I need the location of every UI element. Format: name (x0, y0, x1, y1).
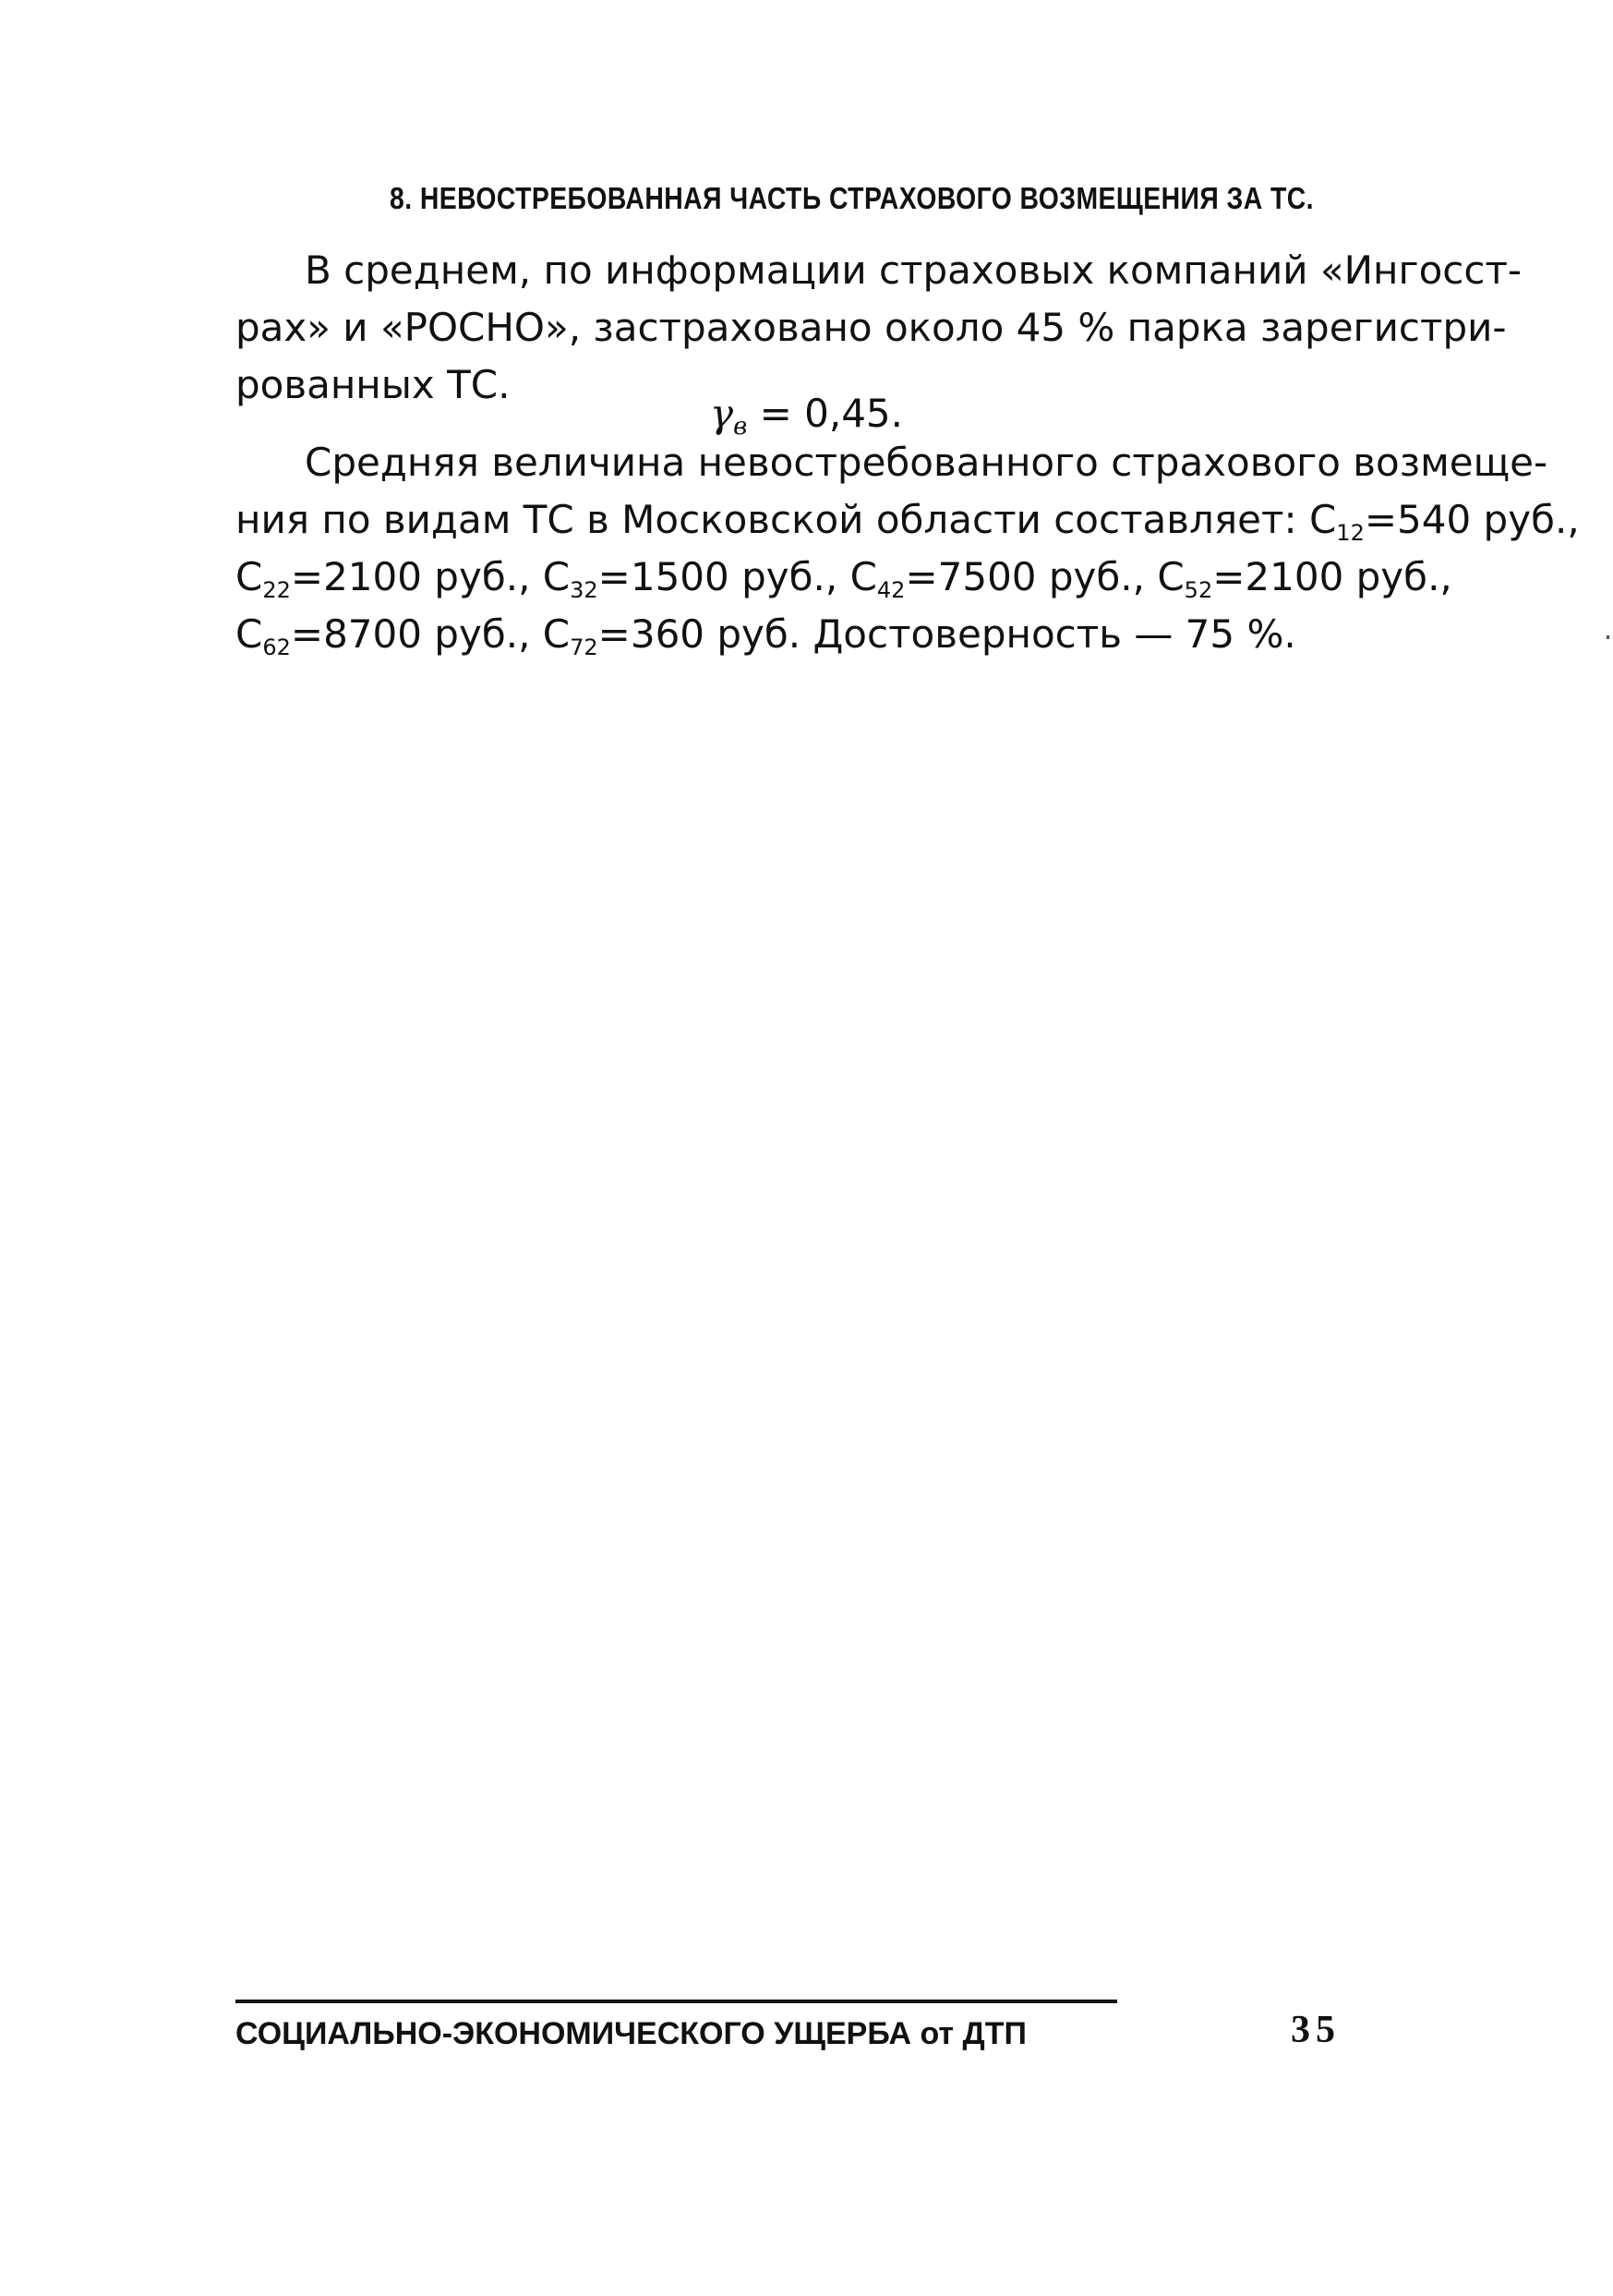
paragraph-line: В среднем, по информации страховых компаний «Ингосст- (305, 248, 1523, 293)
subscript: 62 (262, 634, 291, 660)
subscript: 32 (570, 577, 598, 603)
paragraph-line (235, 606, 1411, 663)
inline-value: =1500 руб., (597, 554, 850, 599)
inline-text: ния по видам ТС в Московской области составляет: С (235, 497, 1337, 542)
inline-text: С (235, 554, 263, 599)
running-footer-title: СОЦИАЛЬНО-ЭКОНОМИЧЕСКОГО УЩЕРБА от ДТП (235, 2016, 1027, 2051)
scan-speck (1607, 635, 1609, 639)
inline-text: С (235, 611, 263, 657)
section-heading: 8. НЕВОСТРЕБОВАННАЯ ЧАСТЬ СТРАХОВОГО ВОЗМЕЩЕНИЯ ЗА ТС. (390, 181, 1314, 215)
paragraph-line: рованных ТС. (235, 362, 511, 407)
subscript: 72 (570, 634, 598, 660)
inline-value: =2100 руб., (290, 554, 543, 599)
paragraph-line: Средняя величина невостребованного страхового возмеще- (305, 440, 1548, 485)
paragraph-compensation-values (235, 434, 1580, 663)
inline-text: С (849, 554, 877, 599)
inline-value: =8700 руб., (290, 611, 543, 657)
formula-value: = 0,45. (747, 391, 903, 436)
inline-text: С (542, 554, 571, 599)
subscript: 42 (876, 577, 906, 603)
inline-value: =360 руб. Достоверность — 75 %. (597, 611, 1296, 657)
inline-value: =7500 руб., (905, 554, 1158, 599)
inline-value: =2100 руб., (1212, 554, 1452, 599)
inline-text: С (1157, 554, 1185, 599)
paragraph-line (235, 549, 1452, 606)
page-number: 35 (1291, 2009, 1341, 2051)
paragraph-line: рах» и «РОСНО», застраховано около 45 % парка зарегистри- (235, 305, 1507, 350)
subscript: 22 (262, 577, 291, 603)
formula-gamma (0, 386, 1613, 441)
formula-subscript: в (733, 413, 748, 441)
subscript: 52 (1184, 577, 1213, 603)
footer-divider (235, 2000, 1117, 2003)
paragraph-line (235, 491, 1580, 549)
formula-symbol: γ (709, 391, 734, 436)
inline-text: С (542, 611, 571, 657)
inline-value: =540 руб., (1364, 497, 1580, 542)
subscript: 12 (1336, 520, 1365, 546)
